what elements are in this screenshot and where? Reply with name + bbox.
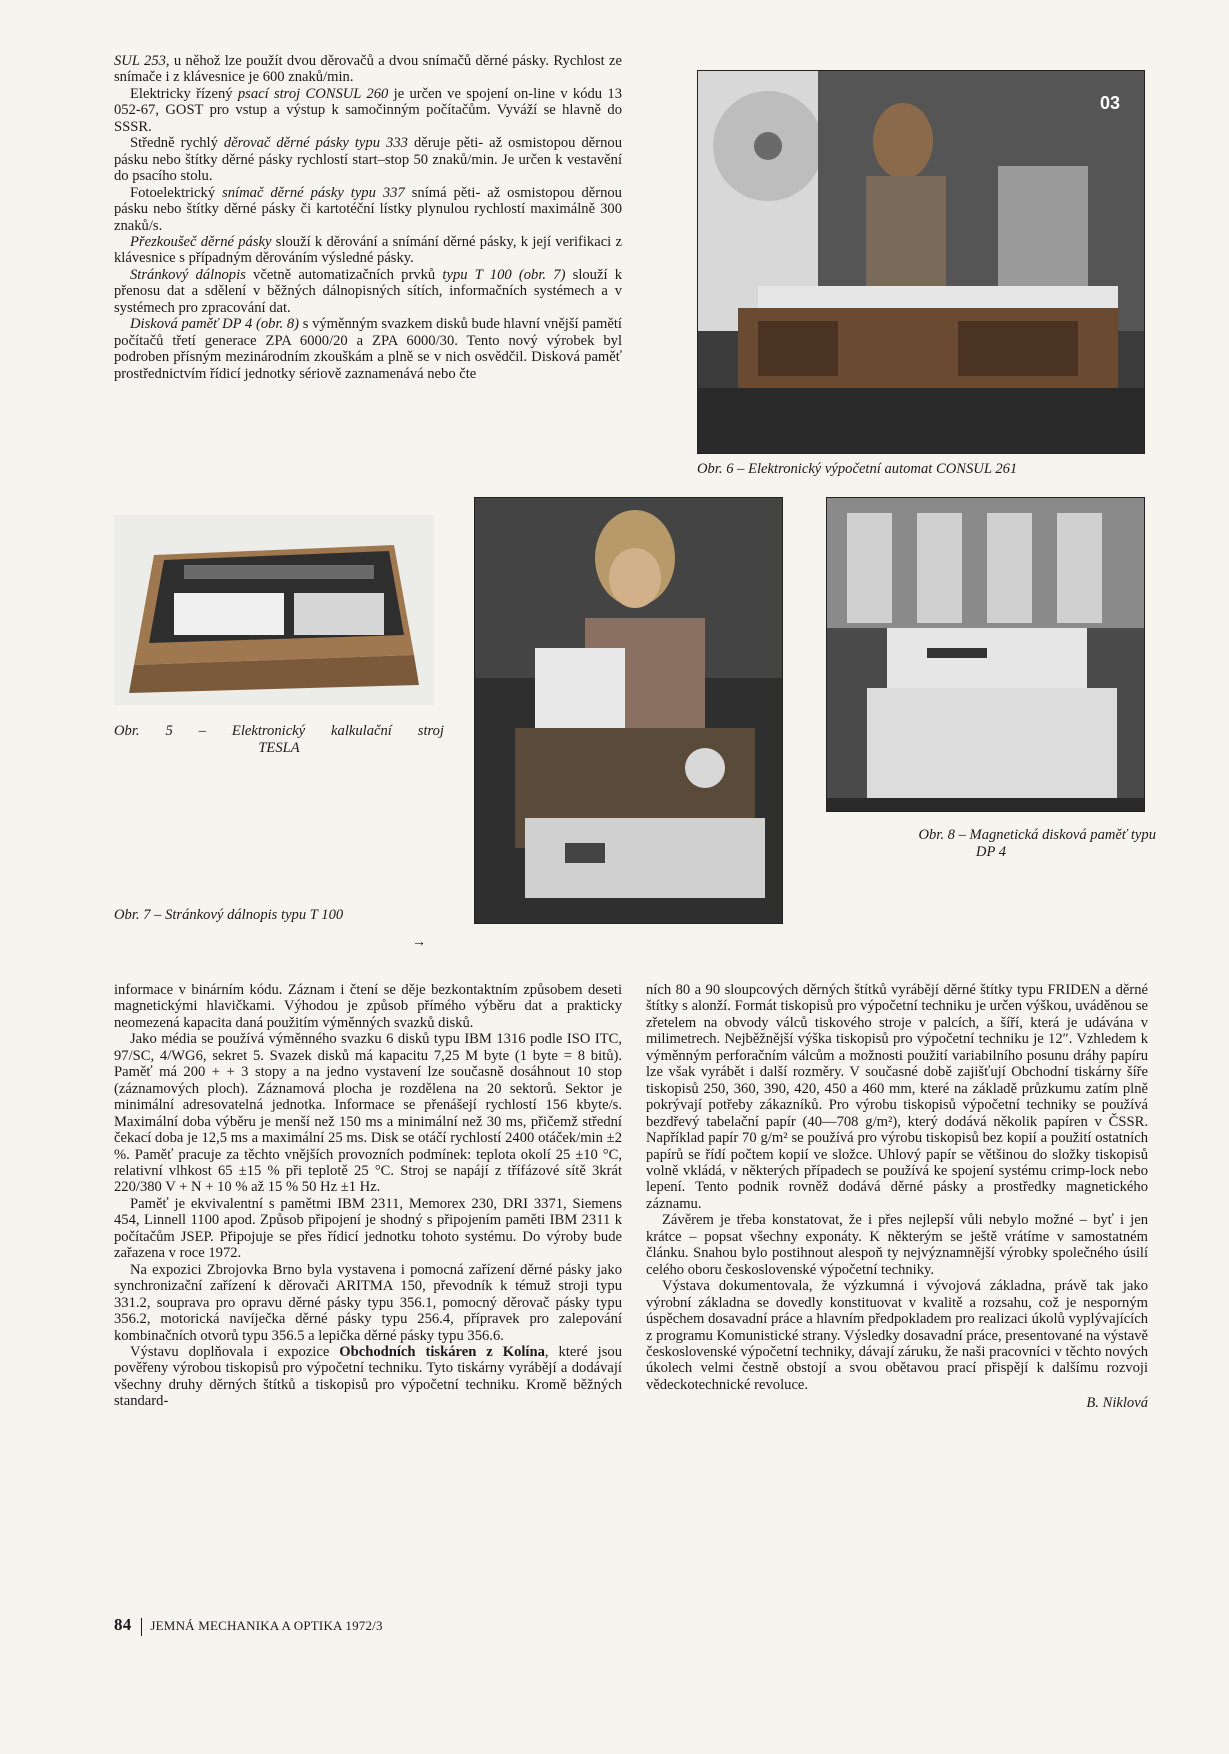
paragraph: [114, 1344, 622, 1410]
caption-obr5: [114, 723, 444, 757]
page-footer: [114, 1615, 383, 1636]
paragraph: [114, 135, 622, 184]
paragraph: [114, 234, 622, 267]
photo-badge: 03: [1100, 93, 1121, 113]
paragraph: [646, 1278, 1148, 1393]
text-run: slouží k děrování a snímání děrné pásky, k její verifikaci z klávesnice s případným děrováním výsledné pásky.: [114, 233, 622, 267]
text-run: psací stroj CONSUL 260: [237, 85, 389, 102]
text-run: informace v binárním kódu. Záznam i čtení se děje bezkontaktním způsobem deseti magnetickými hlavičkami. Výhodou je způsob přímého výběru dat a prakticky neomezená kapacita daná použitím výměnných svazků disků.: [114, 982, 622, 1031]
text-run: snímá pěti- až osmistopou děrnou pásku nebo štítky děrné pásky či kartotéční lístky plynulou rychlostí maximálně 300 znaků/s.: [114, 184, 622, 234]
text-run: slouží k přenosu dat a sdělení v běžných dálnopisných sítích, informačních systémech a v systémech pro zpracování dat.: [114, 266, 623, 316]
photo-obr5-tesla-calculator: [114, 515, 434, 705]
text-run: Výstavu doplňovala i expozice: [130, 1343, 340, 1360]
journal-name: JEMNÁ MECHANIKA A OPTIKA 1972/3: [150, 1618, 383, 1633]
text-run: SUL 253: [114, 53, 166, 69]
caption-obr7: Obr. 7 – Stránkový dálnopis typu T 100: [114, 907, 344, 923]
text-run: je určen ve spojení on-line v kódu 13 052-67, GOST pro vstup a výstup k samočinným počítačům. Vyváží se hlavně do SSSR.: [114, 85, 622, 135]
text-run: Stránkový dálnopis: [130, 266, 246, 283]
text-run: typu T 100 (obr. 7): [442, 266, 566, 283]
bottom-right-column: [646, 982, 1148, 1412]
text-run: , u něhož lze použít dvou děrovačů a dvou snímačů děrné pásky. Rychlost ze snímače i z klávesnice je 600 znaků/min.: [114, 53, 622, 86]
text-run: Disková paměť DP 4 (obr. 8): [130, 316, 300, 333]
text-run: s výměnným svazkem disků bude hlavní vnější pamětí počítačů třetí generace ZPA 6000/20 a ZPA 6000/30. Tento nový výrobek byl podroben přísným mezinárodním zkouškám a plně se v nich osvědčil. Disková paměť prostřednictvím řídicí jednotky sériově zaznamenává nebo čte: [114, 316, 622, 382]
top-left-column: [114, 53, 622, 382]
paragraph: [646, 982, 1148, 1212]
paragraph: [114, 185, 622, 234]
text-run: Fotoelektrický: [130, 184, 223, 201]
page-number: 84: [114, 1615, 132, 1634]
paragraph: [114, 1196, 622, 1262]
paragraph: [114, 1262, 622, 1344]
text-run: včetně automatizačních prvků: [245, 266, 443, 283]
paragraph: [114, 982, 622, 1031]
text-run: Výstava dokumentovala, že výzkumná i vývojová základna, právě tak jako výrobní základna se dovedly konstituovat v kvalitě a rozsahu, což je nesporným úspěchem dosavadní práce a hlavním předpokladem pro realizaci úkolů vyplývajících z programu Komunistické strany. Výsledky dosavadní práce, presentované na výstavě československé výpočetní techniky, dávají záruku, že naši pracovníci v těchto nových úkolech velmi čestně obstojí a svou obětavou prací přispějí k dalšímu rozvoji vědeckotechnické revoluce.: [646, 1278, 1148, 1393]
paragraph: [114, 86, 622, 135]
text-run: , které jsou pověřeny výrobou tiskopisů pro výpočetní techniku. Tyto tiskárny vyrábějí a dodávají všechny druhy děrných štítků a tiskopisů pro výpočetní techniku. Kromě běžných standard-: [114, 1343, 622, 1410]
text-run: děruje pěti- až osmistopou děrnou pásku nebo štítky děrné pásky rychlostí start–stop 50 znaků/min. Je určen k vestavění do psacího stolu.: [114, 135, 623, 185]
photo-obr7-teleprinter-t100: [474, 497, 783, 924]
text-run: Paměť je ekvivalentní s pamětmi IBM 2311, Memorex 230, DRI 3371, Siemens 454, Linnell 1100 apod. Způsob připojení je shodný s připojením paměti IBM 2311 k počítačům JSEP. Připojuje se přes řídicí jednotku tohoto systému. Do výroby bude zařazena v roce 1972.: [114, 1195, 622, 1262]
caption-obr8: [826, 827, 1156, 861]
paragraph: [114, 267, 622, 316]
text-run: Na expozici Zbrojovka Brno byla vystavena i pomocná zařízení děrné pásky jako synchronizační zařízení k děrovači ARITMA 150, převodník k témuž stroji typu 331.2, souprava pro opravu děrné pásky typu 356.1, pomocný děrovač pásky typu 356.2, motorická navíječka děrné pásky typu 256.4, přípravek pro zalepování kombinačních otvorů typu 356.5 a lepička děrné pásky typu 356.6.: [114, 1261, 622, 1344]
text-run: snímač děrné pásky typu 337: [222, 184, 405, 201]
paragraph: [114, 1031, 622, 1196]
paragraph: [646, 1212, 1148, 1278]
author-signature: B. Niklová: [1086, 1395, 1148, 1412]
paragraph: [114, 316, 622, 382]
text-run: Závěrem je třeba konstatovat, že i přes nejlepší vůli nebylo možné – byť i jen krátce – popsat všechny exponáty. K některým se ještě vrátíme v samostatném článku. Snahou bylo postihnout alespoň ty nejvýznamnější výrobky společného úsilí celého oboru československé výpočetní techniky.: [646, 1212, 1148, 1278]
photo-obr8-disk-memory-dp4: [826, 497, 1145, 812]
photo-obr6-consul-261: [697, 70, 1145, 454]
caption-obr5-line1: Obr. 5 – Elektronický kalkulační stroj: [114, 723, 444, 739]
caption-obr5-line2: TESLA: [258, 740, 300, 756]
paragraph: [114, 53, 622, 86]
text-run: Obchodních tiskáren z Kolína: [339, 1343, 545, 1360]
bottom-left-column: [114, 982, 622, 1410]
footer-divider: [141, 1618, 142, 1636]
text-run: děrovač děrné pásky typu 333: [223, 135, 408, 152]
text-run: Středně rychlý: [130, 135, 224, 152]
text-run: ních 80 a 90 sloupcových děrných štítků vyrábějí děrné štítky typu FRIDEN a děrné štítky s alonží. Formát tiskopisů pro výpočetní techniku je určen výškou, uváděnou se zřetelem na obvody válců tiskového stroje v palcích, a šíří, která je udávána v milimetrech. Nejběžnější výška tiskopisů pro výpočetní techniku je 12″. Vzhledem k výměnným perforačním válcům a možnosti použití variabilního posunu dráhy papíru lze však vyrábět i další rozměry. V současné době zajišťují Obchodní tiskárny šíře tiskopisů 250, 360, 390, 420, 450 a 460 mm, které na základě průzkumu zatím plně pokrývají potřeby zákazníků. Pro výrobu tiskopisů výpočetní techniky se používá bezdřevý tabelační papír (40—708 g/m²), který dodává několik papíren v ČSSR. Například papír 70 g/m² se používá pro výrobu tiskopisů bez kopií a použití ostatních papírů se řídí počtem kopií ve složce. Uhlový papír se většinou do složky tiskopisů volně vkládá, v některých případech se používá ke spojení systému crimp-lock nebo lepení. Tento podnik rovněž dodává děrné pásky a prostředky magnetického záznamu.: [646, 982, 1148, 1212]
text-run: Elektricky řízený: [130, 85, 238, 102]
text-run: Přezkoušeč děrné pásky: [130, 233, 272, 250]
caption-obr6: Obr. 6 – Elektronický výpočetní automat CONSUL 261: [697, 461, 1018, 477]
caption-obr8-line2: DP 4: [975, 844, 1007, 860]
text-run: Jako média se používá výměnného svazku 6 disků typu IBM 1316 podle ISO ITC, 97/SC, 4/WG6, sekret 5. Svazek disků má kapacitu 7,25 M byte (1 byte = 8 bitů). Paměť má 200 + + 3 stopy a na jedno vystavení lze současně dosáhnout 10 stop (záznamových ploch). Záznamová plocha je rozdělena na 20 sektorů. Sektor je minimální adresovatelná jednotka. Informace se přenášejí rychlostí 156 kbyte/s. Maximální doba výběru je menší než 150 ms a minimální než 30 ms, přičemž střední čekací doba je 12,5 ms a maximální 25 ms. Disk se otáčí rychlostí 2400 otáček/min ±2 %. Paměť pracuje za těchto vnějších provozních podmínek: teplota okolí 25 ±10 °C, relativní vlhkost 65 ±15 % při teplotě 25 °C. Stroj se napájí z třífázové sítě 3krát 220/380 V + N + 10 % až 15 % 50 Hz ±1 Hz.: [114, 1031, 622, 1196]
caption-obr8-line1: Obr. 8 – Magnetická disková paměť typu: [918, 827, 1156, 843]
continue-arrow: →: [412, 935, 426, 950]
